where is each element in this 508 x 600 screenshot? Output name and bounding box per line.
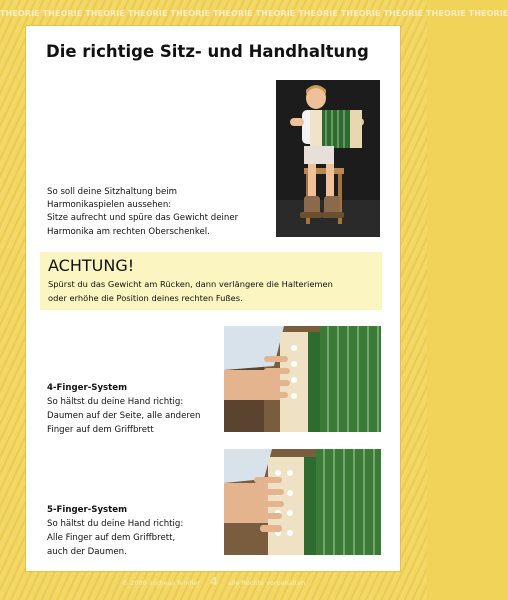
four-finger-line: So hältst du deine Hand richtig: (47, 397, 184, 407)
five-finger-section (47, 503, 222, 559)
footer-copyright: © 2008 andreas fendler (121, 579, 201, 587)
intro-line: So soll deine Sitzhaltung beim (47, 187, 178, 197)
intro-line: Sitze aufrecht und spüre das Gewicht deiner (47, 213, 239, 224)
four-finger-heading: 4-Finger-System (47, 383, 128, 393)
footer-rights: alle Rechte vorbehalten (227, 579, 306, 587)
intro-text (47, 186, 272, 239)
four-finger-photo (224, 326, 381, 432)
four-finger-line: Finger auf dem Griffbrett (47, 425, 154, 435)
header-watermark: THEORIE THEORIE THEORIE THEORIE THEORIE THEORIE THEORIE THEORIE THEORIE THEORIE THEORIE THEORIE (0, 9, 508, 18)
intro-line: Harmonikaspielen aussehen: (47, 200, 172, 211)
header-strip (0, 0, 508, 26)
five-finger-photo (224, 449, 381, 555)
four-finger-section (47, 381, 222, 437)
page-number: 4 (210, 575, 218, 588)
warning-box (40, 252, 382, 310)
warning-line: Spürst du das Gewicht am Rücken, dann verlängere die Halteriemen (48, 279, 333, 289)
five-finger-line: Alle Finger auf dem Griffbrett, (47, 533, 176, 543)
sitting-posture-photo (276, 80, 380, 237)
intro-line: Harmonika am rechten Oberschenkel. (47, 226, 210, 237)
four-finger-line: Daumen auf der Seite, alle anderen (47, 411, 201, 421)
warning-text (48, 277, 333, 305)
five-finger-line: auch der Daumen. (47, 547, 127, 557)
page-footer (0, 575, 427, 589)
five-finger-heading: 5-Finger-System (47, 505, 128, 515)
warning-title: ACHTUNG! (48, 256, 135, 275)
five-finger-line: So hältst du deine Hand richtig: (47, 519, 184, 529)
page-title: Die richtige Sitz- und Handhaltung (46, 42, 369, 61)
warning-line: oder erhöhe die Position deines rechten Fußes. (48, 293, 243, 303)
